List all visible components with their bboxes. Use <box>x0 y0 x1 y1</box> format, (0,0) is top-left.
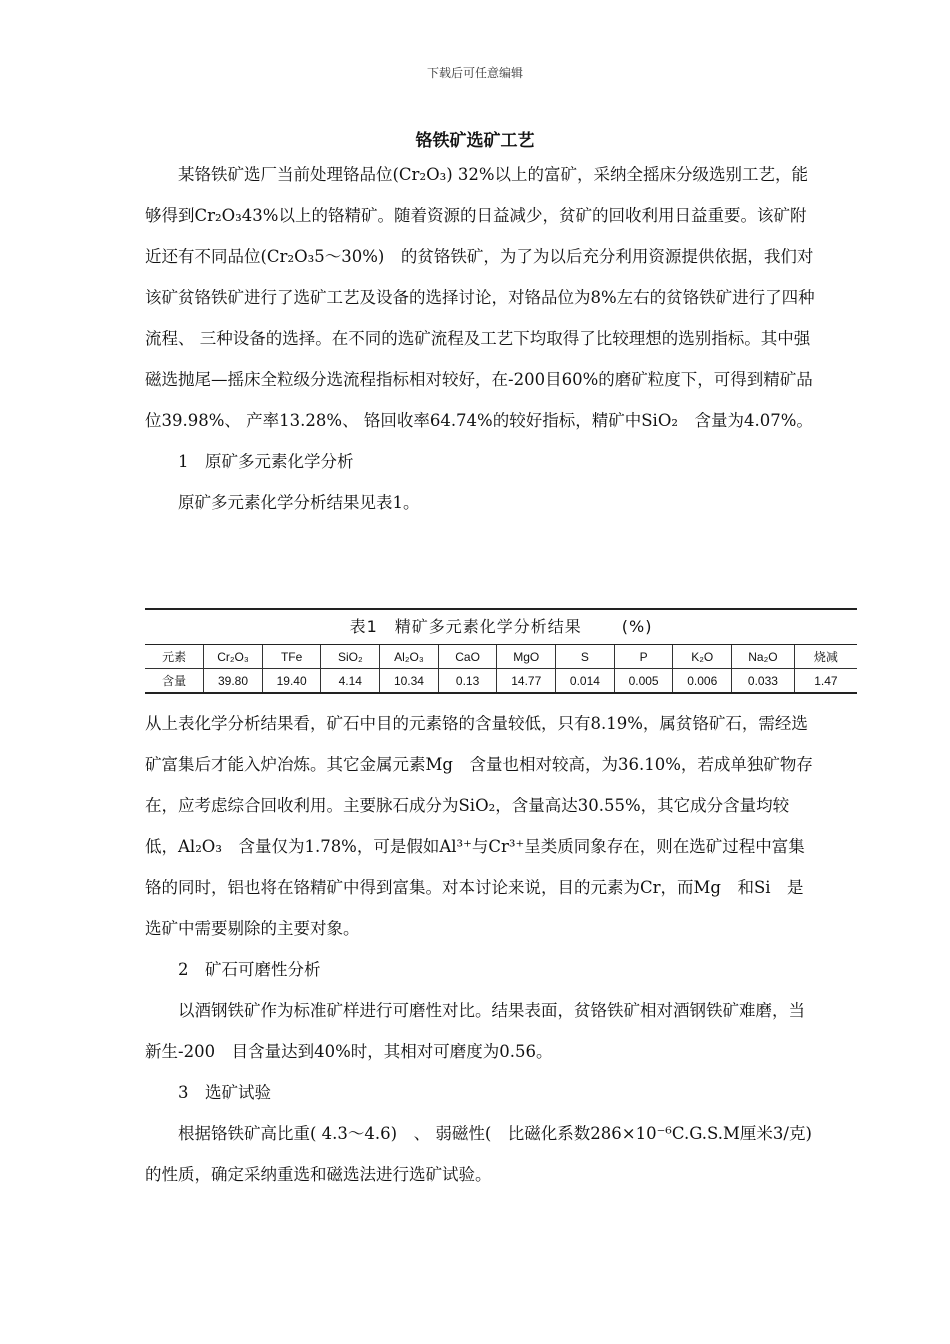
body-top <box>145 154 817 523</box>
section2-text: 以酒钢铁矿作为标准矿样进行可磨性对比。结果表面，贫铬铁矿相对酒钢铁矿难磨，当新生-200 目含量达到40%时，其相对可磨度为0.56。 <box>145 1001 805 1061</box>
header-cell: P <box>614 645 673 669</box>
chem-table <box>145 645 857 694</box>
header-cell: CaO <box>438 645 497 669</box>
section3-heading: 3 选矿试验 <box>178 1083 271 1102</box>
header-cell: TFe <box>262 645 321 669</box>
header-cell: 元素 <box>145 645 204 669</box>
table-value-row <box>145 669 857 694</box>
value-cell: 0.13 <box>438 669 497 694</box>
value-cell: 19.40 <box>262 669 321 694</box>
body-bottom <box>145 703 829 1195</box>
header-cell: Al₂O₃ <box>380 645 439 669</box>
value-cell: 0.006 <box>673 669 732 694</box>
header-cell: MgO <box>497 645 556 669</box>
value-cell: 0.005 <box>614 669 673 694</box>
analysis-table <box>145 608 857 694</box>
section1-heading: 1 原矿多元素化学分析 <box>178 452 354 471</box>
section2-heading: 2 矿石可磨性分析 <box>178 960 321 979</box>
table-header-row <box>145 645 857 669</box>
value-cell: 含量 <box>145 669 204 694</box>
table-title: 表1 精矿多元素化学分析结果 <box>349 617 582 636</box>
intro-paragraph: 某铬铁矿选厂当前处理铬品位(Cr₂O₃) 32%以上的富矿，采纳全摇床分级选别工艺，能够得到Cr₂O₃43%以上的铬精矿。随着资源的日益减少，贫矿的回收利用日益重要。该矿附近还有不同品位(Cr₂O₃5～30%) 的贫铬铁矿，为了为以后充分利用资源提供依据，我们对该矿贫铬铁矿进行了选矿工艺及设备的选择讨论，对铬品位为8%左右的贫铬铁矿进行了四种流程、 三种设备的选择。在不同的选矿流程及工艺下均取得了比较理想的选别指标。其中强磁选抛尾—摇床全粒级分选流程指标相对较好，在-200目60%的磨矿粒度下，可得到精矿品位39.98%、 产率13.28%、 铬回收率64.74%的较好指标，精矿中SiO₂ 含量为4.07%。 <box>145 165 815 430</box>
header-cell: Na₂O <box>732 645 795 669</box>
document-title: 铬铁矿选矿工艺 <box>415 131 535 151</box>
value-cell: 10.34 <box>380 669 439 694</box>
page-header: 下载后可任意编辑 <box>426 66 523 80</box>
value-cell: 0.033 <box>732 669 795 694</box>
header-cell: K₂O <box>673 645 732 669</box>
value-cell: 4.14 <box>321 669 380 694</box>
header-cell: SiO₂ <box>321 645 380 669</box>
value-cell: 14.77 <box>497 669 556 694</box>
header-cell: Cr₂O₃ <box>204 645 263 669</box>
section1-text: 原矿多元素化学分析结果见表1。 <box>178 493 420 512</box>
table-caption <box>145 608 857 645</box>
header-cell: 烧减 <box>794 645 857 669</box>
section3-text: 根据铬铁矿高比重( 4.3～4.6) 、 弱磁性( 比磁化系数286×10⁻⁶C.G.S.M厘米3/克) 的性质，确定采纳重选和磁选法进行选矿试验。 <box>145 1124 829 1184</box>
analysis-paragraph: 从上表化学分析结果看，矿石中目的元素铬的含量较低，只有8.19%，属贫铬矿石，需经选矿富集后才能入炉冶炼。其它金属元素Mg 含量也相对较高，为36.10%，若成单独矿物存在，应考虑综合回收利用。主要脉石成分为SiO₂，含量高达30.55%，其它成分含量均较低，Al₂O₃ 含量仅为1.78%，可是假如Al³⁺与Cr³⁺呈类质同象存在，则在选矿过程中富集铬的同时，铝也将在铬精矿中得到富集。对本讨论来说，目的元素为Cr，而Mg 和Si 是选矿中需要剔除的主要对象。 <box>145 714 813 938</box>
table-unit: (%) <box>621 617 653 636</box>
value-cell: 0.014 <box>556 669 615 694</box>
value-cell: 1.47 <box>794 669 857 694</box>
header-cell: S <box>556 645 615 669</box>
value-cell: 39.80 <box>204 669 263 694</box>
